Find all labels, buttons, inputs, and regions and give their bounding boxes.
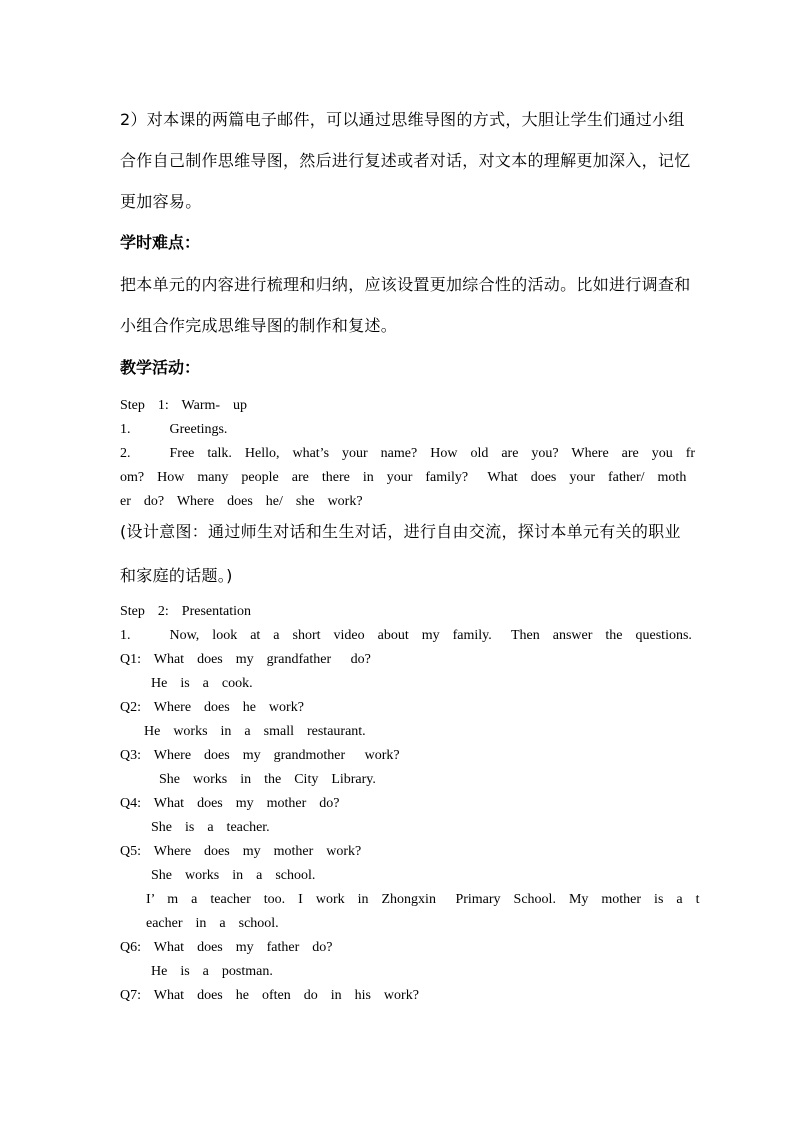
- paragraph-line: 2）对本课的两篇电子邮件，可以通过思维导图的方式，大胆让学生们通过小组: [120, 110, 685, 129]
- question-q7: Q7: What does he often do in his work?: [120, 988, 419, 1003]
- answer-a2: He works in a small restaurant.: [144, 724, 366, 739]
- answer-a5-extra-line: I’ m a teacher too. I work in Zhongxin Primary School. My mother is a t: [146, 892, 700, 907]
- step2-item-video: 1. Now, look at a short video about my family. Then answer the questions.: [120, 628, 692, 643]
- question-q3: Q3: Where does my grandmother work?: [120, 748, 400, 763]
- design-note-line: (设计意图：通过师生对话和生生对话，进行自由交流，探讨本单元有关的职业: [120, 522, 681, 541]
- step1-free-talk-line: er do? Where does he/ she work?: [120, 494, 363, 509]
- step1-free-talk-line: om? How many people are there in your family? What does your father/ moth: [120, 470, 687, 485]
- step2-title: Step 2: Presentation: [120, 604, 251, 619]
- step1-free-talk-line: 2. Free talk. Hello, what’s your name? How old are you? Where are you fr: [120, 446, 696, 461]
- question-q4: Q4: What does my mother do?: [120, 796, 340, 811]
- paragraph-line: 合作自己制作思维导图，然后进行复述或者对话，对文本的理解更加深入，记忆: [120, 151, 691, 170]
- section-heading-activities: 教学活动：: [120, 358, 201, 377]
- step1-item-greetings: 1. Greetings.: [120, 422, 228, 437]
- answer-a6: He is a postman.: [151, 964, 273, 979]
- answer-a3: She works in the City Library.: [159, 772, 376, 787]
- paragraph-line: 更加容易。: [120, 192, 202, 211]
- section-heading-difficulty: 学时难点：: [120, 233, 201, 252]
- answer-a4: She is a teacher.: [151, 820, 270, 835]
- paragraph-line: 把本单元的内容进行梳理和归纳，应该设置更加综合性的活动。比如进行调查和: [120, 275, 691, 294]
- question-q5: Q5: Where does my mother work?: [120, 844, 362, 859]
- paragraph-line: 小组合作完成思维导图的制作和复述。: [120, 316, 398, 335]
- step1-title: Step 1: Warm- up: [120, 398, 248, 413]
- question-q2: Q2: Where does he work?: [120, 700, 304, 715]
- design-note-line: 和家庭的话题。): [120, 566, 233, 585]
- answer-a5-extra-line: eacher in a school.: [146, 916, 279, 931]
- question-q6: Q6: What does my father do?: [120, 940, 333, 955]
- answer-a1: He is a cook.: [151, 676, 253, 691]
- question-q1: Q1: What does my grandfather do?: [120, 652, 371, 667]
- answer-a5: She works in a school.: [151, 868, 316, 883]
